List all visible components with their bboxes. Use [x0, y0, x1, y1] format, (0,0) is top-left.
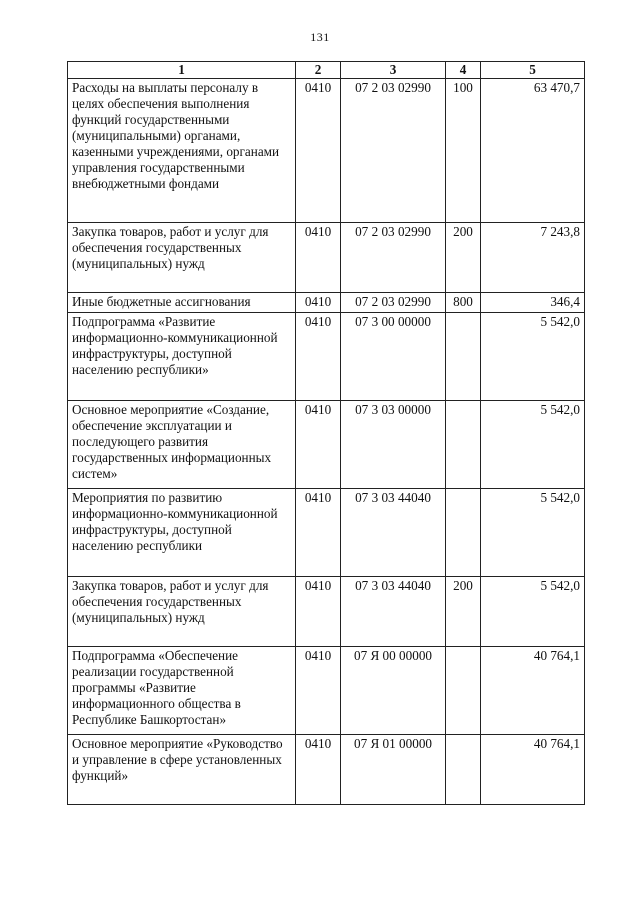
row-section: 0410: [296, 735, 341, 805]
row-target: 07 3 03 44040: [341, 577, 446, 647]
table-row: [68, 577, 585, 647]
row-amount: 5 542,0: [481, 313, 585, 401]
row-name: Подпрограмма «Обеспечение реализации государственной программы «Развитие информационного общества в Республике Башкортостан»: [68, 647, 296, 735]
row-type: 800: [446, 293, 481, 313]
row-name: Расходы на выплаты персоналу в целях обеспечения выполнения функций государственными (муниципальными) органами, казенными учреждениями, органами управления государственными внебюджетными фондами: [68, 79, 296, 223]
row-amount: 40 764,1: [481, 647, 585, 735]
table-row: [68, 293, 585, 313]
row-name: Подпрограмма «Развитие информационно-коммуникационной инфраструктуры, доступной населению республики»: [68, 313, 296, 401]
row-target: 07 2 03 02990: [341, 79, 446, 223]
column-header-4: 4: [446, 62, 481, 79]
row-target: 07 2 03 02990: [341, 223, 446, 293]
row-type: 200: [446, 223, 481, 293]
row-target: 07 2 03 02990: [341, 293, 446, 313]
table-row: [68, 401, 585, 489]
row-section: 0410: [296, 489, 341, 577]
table-row: [68, 223, 585, 293]
row-name: Иные бюджетные ассигнования: [68, 293, 296, 313]
row-target: 07 3 00 00000: [341, 313, 446, 401]
row-name: Закупка товаров, работ и услуг для обеспечения государственных (муниципальных) нужд: [68, 223, 296, 293]
table-row: [68, 735, 585, 805]
row-section: 0410: [296, 223, 341, 293]
row-section: 0410: [296, 313, 341, 401]
row-name: Основное мероприятие «Создание, обеспечение эксплуатации и последующего развития государственных информационных систем»: [68, 401, 296, 489]
budget-table: [67, 61, 585, 805]
row-section: 0410: [296, 293, 341, 313]
row-section: 0410: [296, 647, 341, 735]
header-row: [68, 62, 585, 79]
row-type: 200: [446, 577, 481, 647]
column-header-2: 2: [296, 62, 341, 79]
column-header-3: 3: [341, 62, 446, 79]
row-section: 0410: [296, 401, 341, 489]
row-type: [446, 735, 481, 805]
table-row: [68, 489, 585, 577]
column-header-5: 5: [481, 62, 585, 79]
row-amount: 7 243,8: [481, 223, 585, 293]
row-section: 0410: [296, 79, 341, 223]
row-amount: 5 542,0: [481, 489, 585, 577]
row-name: Мероприятия по развитию информационно-коммуникационной инфраструктуры, доступной населению республики: [68, 489, 296, 577]
row-target: 07 3 03 44040: [341, 489, 446, 577]
table-row: [68, 313, 585, 401]
row-name: Закупка товаров, работ и услуг для обеспечения государственных (муниципальных) нужд: [68, 577, 296, 647]
row-amount: 63 470,7: [481, 79, 585, 223]
row-amount: 5 542,0: [481, 577, 585, 647]
row-type: [446, 401, 481, 489]
row-type: 100: [446, 79, 481, 223]
row-type: [446, 313, 481, 401]
row-amount: 346,4: [481, 293, 585, 313]
row-target: 07 3 03 00000: [341, 401, 446, 489]
row-amount: 40 764,1: [481, 735, 585, 805]
row-type: [446, 647, 481, 735]
table-row: [68, 647, 585, 735]
row-type: [446, 489, 481, 577]
row-section: 0410: [296, 577, 341, 647]
column-header-1: 1: [68, 62, 296, 79]
row-target: 07 Я 01 00000: [341, 735, 446, 805]
row-target: 07 Я 00 00000: [341, 647, 446, 735]
row-amount: 5 542,0: [481, 401, 585, 489]
page-number: 131: [310, 30, 330, 44]
row-name: Основное мероприятие «Руководство и управление в сфере установленных функций»: [68, 735, 296, 805]
table-row: [68, 79, 585, 223]
